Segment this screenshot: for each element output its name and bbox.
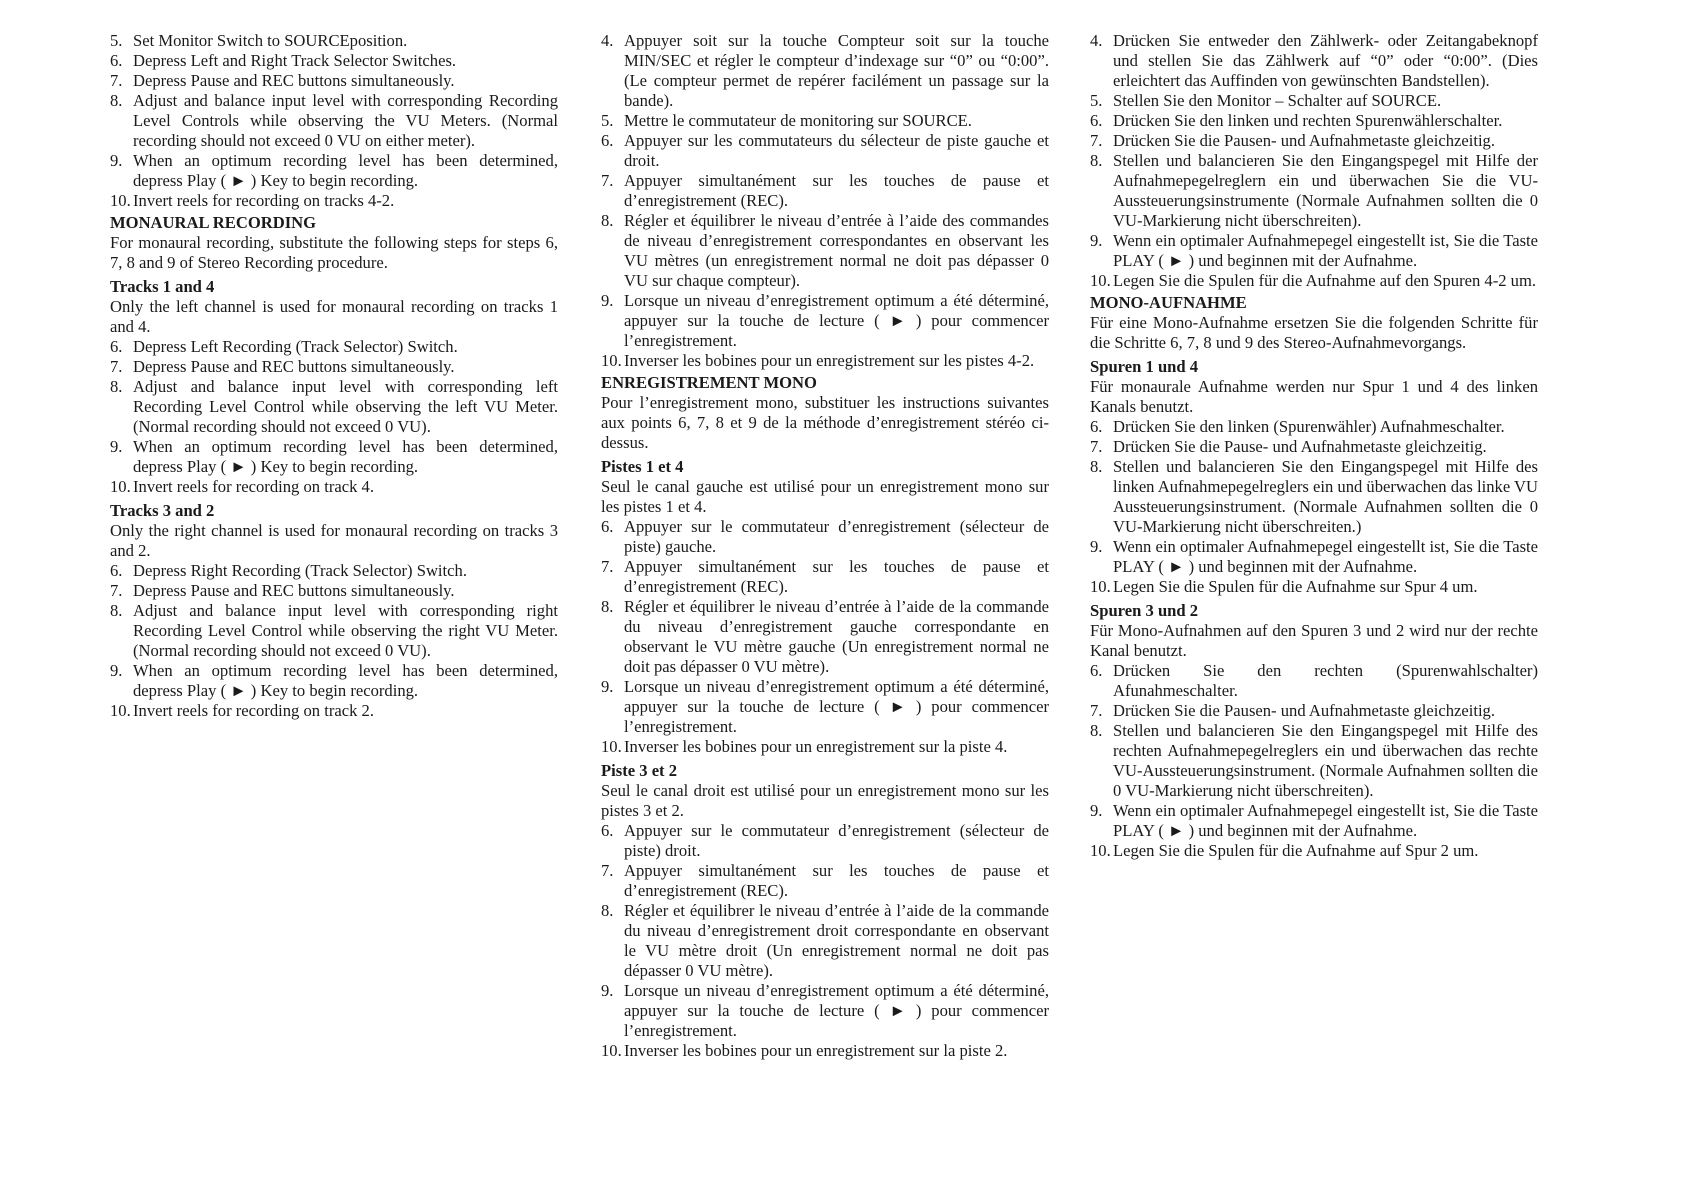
step-text: Depress Left and Right Track Selector Switches.: [133, 51, 457, 70]
step-text: Depress Left Recording (Track Selector) Switch.: [133, 337, 458, 356]
step-number: 6.: [601, 517, 614, 536]
step-number: 9.: [1090, 801, 1103, 820]
step-number: 10.: [1090, 271, 1111, 290]
step-item: [601, 901, 1049, 981]
step-item: [601, 171, 1049, 211]
step-text: Invert reels for recording on track 2.: [133, 701, 374, 720]
step-item: [1090, 111, 1538, 131]
step-number: 6.: [110, 51, 123, 70]
step-number: 10.: [110, 191, 131, 210]
paragraph: Für Mono-Aufnahmen auf den Spuren 3 und 2 wird nur der rechte Kanal benutzt.: [1090, 621, 1538, 660]
step-number: 9.: [110, 661, 123, 680]
step-item: [1090, 91, 1538, 111]
step-number: 7.: [601, 861, 614, 880]
step-text: Legen Sie die Spulen für die Aufnahme auf den Spuren 4-2 um.: [1113, 271, 1537, 290]
step-number: 8.: [1090, 721, 1103, 740]
step-text: Invert reels for recording on tracks 4-2.: [133, 191, 395, 210]
step-number: 10.: [110, 477, 131, 496]
step-number: 8.: [601, 597, 614, 616]
step-text: Depress Pause and REC buttons simultaneously.: [133, 581, 455, 600]
step-number: 7.: [1090, 131, 1103, 150]
step-number: 8.: [110, 91, 123, 110]
step-number: 10.: [601, 351, 622, 370]
step-text: Appuyer soit sur la touche Compteur soit sur la touche MIN/SEC et régler le compteur d’indexage sur “0” ou “0:00”. (Le compteur permet de repérer facilément un passage sur la bande).: [624, 31, 1049, 110]
step-number: 7.: [110, 357, 123, 376]
step-text: Appuyer simultanément sur les touches de pause et d’enregistrement (REC).: [624, 171, 1049, 210]
step-number: 7.: [601, 171, 614, 190]
step-number: 7.: [1090, 701, 1103, 720]
step-item: [601, 677, 1049, 737]
step-number: 10.: [601, 737, 622, 756]
step-item: [110, 377, 558, 437]
subsection-heading: Piste 3 et 2: [601, 761, 678, 780]
english-column: [110, 31, 558, 721]
step-number: 6.: [1090, 111, 1103, 130]
step-text: Depress Pause and REC buttons simultaneously.: [133, 71, 455, 90]
step-number: 9.: [110, 437, 123, 456]
step-text: Drücken Sie die Pausen- und Aufnahmetaste gleichzeitig.: [1113, 131, 1496, 150]
step-item: [110, 581, 558, 601]
paragraph: Pour l’enregistrement mono, substituer les instructions suivantes aux points 6, 7, 8 et 9 de la méthode d’enregistrement stéréo ci-dessus.: [601, 393, 1049, 452]
step-item: [110, 51, 558, 71]
step-number: 8.: [601, 211, 614, 230]
step-item: [601, 597, 1049, 677]
step-item: [1090, 31, 1538, 91]
step-text: Invert reels for recording on track 4.: [133, 477, 374, 496]
step-number: 6.: [1090, 417, 1103, 436]
step-number: 6.: [601, 821, 614, 840]
paragraph: Für eine Mono-Aufnahme ersetzen Sie die folgenden Schritte für die Schritte 6, 7, 8 und 9 des Stereo-Aufnahmevorgangs.: [1090, 313, 1538, 352]
step-item: [110, 357, 558, 377]
step-text: Legen Sie die Spulen für die Aufnahme auf Spur 2 um.: [1113, 841, 1479, 860]
step-item: [1090, 151, 1538, 231]
step-number: 9.: [1090, 231, 1103, 250]
step-text: Wenn ein optimaler Aufnahmepegel eingestellt ist, Sie die Taste PLAY ( ► ) und beginnen mit der Aufnahme.: [1113, 231, 1538, 270]
step-text: Appuyer simultanément sur les touches de pause et d’enregistrement (REC).: [624, 861, 1049, 900]
step-text: Lorsque un niveau d’enregistrement optimum a été déterminé, appuyer sur la touche de lecture ( ► ) pour commencer l’enregistrement.: [624, 291, 1049, 350]
step-item: [1090, 537, 1538, 577]
german-column: [1090, 31, 1538, 861]
step-item: [1090, 417, 1538, 437]
step-item: [601, 737, 1049, 757]
step-text: Depress Right Recording (Track Selector) Switch.: [133, 561, 467, 580]
step-number: 10.: [1090, 577, 1111, 596]
step-item: [110, 561, 558, 581]
step-item: [110, 661, 558, 701]
step-text: Appuyer sur le commutateur d’enregistrement (sélecteur de piste) droit.: [624, 821, 1049, 860]
step-text: Drücken Sie den rechten (Spurenwahlschalter) Afunahmeschalter.: [1113, 661, 1538, 700]
step-item: [601, 131, 1049, 171]
step-item: [601, 821, 1049, 861]
step-item: [1090, 841, 1538, 861]
step-text: Stellen Sie den Monitor – Schalter auf SOURCE.: [1113, 91, 1442, 110]
step-item: [1090, 721, 1538, 801]
step-item: [1090, 661, 1538, 701]
paragraph: Only the left channel is used for monaural recording on tracks 1 and 4.: [110, 297, 558, 336]
step-text: When an optimum recording level has been determined, depress Play ( ► ) Key to begin recording.: [133, 437, 558, 476]
step-text: Drücken Sie den linken (Spurenwähler) Aufnahmeschalter.: [1113, 417, 1505, 436]
step-number: 4.: [601, 31, 614, 50]
step-number: 10.: [601, 1041, 622, 1060]
step-text: Appuyer sur les commutateurs du sélecteur de piste gauche et droit.: [624, 131, 1049, 170]
step-number: 7.: [1090, 437, 1103, 456]
step-item: [110, 701, 558, 721]
step-text: Lorsque un niveau d’enregistrement optimum a été déterminé, appuyer sur la touche de lecture ( ► ) pour commencer l’enregistrement.: [624, 981, 1049, 1040]
step-text: Set Monitor Switch to SOURCEposition.: [133, 31, 408, 50]
subsection-heading: Pistes 1 et 4: [601, 457, 684, 476]
step-item: [601, 351, 1049, 371]
step-number: 9.: [601, 291, 614, 310]
step-text: Adjust and balance input level with corresponding right Recording Level Control while observing the right VU Meter. (Normal recording should not exceed 0 VU).: [133, 601, 558, 660]
step-text: Stellen und balancieren Sie den Eingangspegel mit Hilfe des linken Aufnahmepegelreglers ein und überwachen das linke VU Aussteuerungsinstrument. (Normale Aufnahmen sollten die 0 VU-Markierung nicht überschreiten.): [1113, 457, 1539, 536]
step-item: [601, 517, 1049, 557]
step-item: [1090, 457, 1538, 537]
paragraph: Seul le canal droit est utilisé pour un enregistrement mono sur les pistes 3 et 2.: [601, 781, 1049, 820]
step-number: 8.: [1090, 457, 1103, 476]
step-item: [601, 981, 1049, 1041]
step-item: [1090, 437, 1538, 457]
step-text: Wenn ein optimaler Aufnahmepegel eingestellt ist, Sie die Taste PLAY ( ► ) und beginnen mit der Aufnahme.: [1113, 537, 1538, 576]
step-number: 4.: [1090, 31, 1103, 50]
step-number: 6.: [110, 337, 123, 356]
step-number: 6.: [601, 131, 614, 150]
step-item: [1090, 271, 1538, 291]
step-text: Régler et équilibrer le niveau d’entrée à l’aide de la commande du niveau d’enregistrement droit correspondante en observant le VU mètre droit (Un enregistrement normal ne doit pas dépasser 0 VU mètre).: [624, 901, 1049, 980]
step-number: 9.: [1090, 537, 1103, 556]
step-text: Adjust and balance input level with corresponding Recording Level Controls while observing the VU Meters. (Normal recording should not exceed 0 VU on either meter).: [133, 91, 558, 150]
step-text: Depress Pause and REC buttons simultaneously.: [133, 357, 455, 376]
step-item: [1090, 231, 1538, 271]
step-item: [110, 477, 558, 497]
step-number: 8.: [601, 901, 614, 920]
step-item: [110, 601, 558, 661]
subsection-heading: Spuren 3 und 2: [1090, 601, 1199, 620]
step-text: When an optimum recording level has been determined, depress Play ( ► ) Key to begin recording.: [133, 151, 558, 190]
step-number: 7.: [110, 71, 123, 90]
step-number: 9.: [110, 151, 123, 170]
step-text: Stellen und balancieren Sie den Eingangspegel mit Hilfe der Aufnahmepegelreglern ein und überwachen Sie die VU-Aussteuerungsinstrumente (Normale Aufnahmen sollten die 0 VU-Markierung nicht überschreiten).: [1113, 151, 1538, 230]
subsection-heading: Tracks 3 and 2: [110, 501, 215, 520]
step-text: Régler et équilibrer le niveau d’entrée à l’aide de la commande du niveau d’enregistrement gauche correspondante en observant le VU mètre gauche (Un enregistrement normal ne doit pas dépasser 0 VU mètre).: [624, 597, 1049, 676]
step-item: [110, 337, 558, 357]
step-item: [110, 71, 558, 91]
step-number: 10.: [110, 701, 131, 720]
step-number: 8.: [110, 601, 123, 620]
step-number: 8.: [110, 377, 123, 396]
step-number: 9.: [601, 677, 614, 696]
step-item: [110, 437, 558, 477]
step-number: 6.: [110, 561, 123, 580]
paragraph: Only the right channel is used for monaural recording on tracks 3 and 2.: [110, 521, 558, 560]
step-text: Appuyer simultanément sur les touches de pause et d’enregistrement (REC).: [624, 557, 1049, 596]
paragraph: For monaural recording, substitute the following steps for steps 6, 7, 8 and 9 of Stereo Recording procedure.: [110, 233, 558, 272]
step-text: Inverser les bobines pour un enregistrement sur les pistes 4-2.: [624, 351, 1035, 370]
step-item: [601, 557, 1049, 597]
step-item: [601, 861, 1049, 901]
section-heading: MONAURAL RECORDING: [110, 213, 317, 232]
step-text: Mettre le commutateur de monitoring sur SOURCE.: [624, 111, 972, 130]
step-item: [1090, 577, 1538, 597]
step-number: 5.: [1090, 91, 1103, 110]
step-text: Lorsque un niveau d’enregistrement optimum a été déterminé, appuyer sur la touche de lecture ( ► ) pour commencer l’enregistrement.: [624, 677, 1049, 736]
step-text: When an optimum recording level has been determined, depress Play ( ► ) Key to begin recording.: [133, 661, 558, 700]
step-item: [1090, 701, 1538, 721]
subsection-heading: Spuren 1 und 4: [1090, 357, 1199, 376]
step-text: Drücken Sie den linken und rechten Spurenwählerschalter.: [1113, 111, 1503, 130]
step-number: 5.: [110, 31, 123, 50]
step-item: [110, 31, 558, 51]
section-heading: MONO-AUFNAHME: [1090, 293, 1247, 312]
step-number: 7.: [601, 557, 614, 576]
step-item: [110, 91, 558, 151]
step-item: [601, 1041, 1049, 1061]
step-text: Adjust and balance input level with corresponding left Recording Level Control while observing the left VU Meter. (Normal recording should not exceed 0 VU).: [133, 377, 558, 436]
step-number: 10.: [1090, 841, 1111, 860]
step-text: Wenn ein optimaler Aufnahmepegel eingestellt ist, Sie die Taste PLAY ( ► ) und beginnen mit der Aufnahme.: [1113, 801, 1538, 840]
step-text: Régler et équilibrer le niveau d’entrée à l’aide des commandes de niveau d’enregistrement correspondantes en observant les VU mètres (un enregistrement normal ne doit pas dépasser 0 VU sur chaque compteur).: [624, 211, 1049, 290]
step-text: Drücken Sie die Pausen- und Aufnahmetaste gleichzeitig.: [1113, 701, 1496, 720]
french-column: [601, 31, 1049, 1061]
step-text: Stellen und balancieren Sie den Eingangspegel mit Hilfe des rechten Aufnahmepegelreglers ein und überwachen das rechte VU-Aussteuerungsinstrument. (Normale Aufnahmen sollten die 0 VU-Markierung nicht überschreiten).: [1113, 721, 1538, 800]
step-number: 9.: [601, 981, 614, 1000]
step-item: [110, 151, 558, 191]
step-number: 5.: [601, 111, 614, 130]
step-item: [601, 211, 1049, 291]
step-text: Inverser les bobines pour un enregistrement sur la piste 4.: [624, 737, 1008, 756]
subsection-heading: Tracks 1 and 4: [110, 277, 215, 296]
step-item: [1090, 131, 1538, 151]
step-text: Legen Sie die Spulen für die Aufnahme sur Spur 4 um.: [1113, 577, 1478, 596]
step-text: Inverser les bobines pour un enregistrement sur la piste 2.: [624, 1041, 1008, 1060]
step-number: 8.: [1090, 151, 1103, 170]
step-number: 7.: [110, 581, 123, 600]
step-item: [601, 111, 1049, 131]
paragraph: Seul le canal gauche est utilisé pour un enregistrement mono sur les pistes 1 et 4.: [601, 477, 1049, 516]
step-text: Appuyer sur le commutateur d’enregistrement (sélecteur de piste) gauche.: [624, 517, 1049, 556]
step-text: Drücken Sie die Pause- und Aufnahmetaste gleichzeitig.: [1113, 437, 1487, 456]
paragraph: Für monaurale Aufnahme werden nur Spur 1 und 4 des linken Kanals benutzt.: [1090, 377, 1538, 416]
step-text: Drücken Sie entweder den Zählwerk- oder Zeitangabeknopf und stellen Sie das Zählwerk auf “0” oder “0:00”. (Dies erleichtert das Auffinden von gewünschten Bandstellen).: [1113, 31, 1538, 90]
step-item: [601, 31, 1049, 111]
step-item: [110, 191, 558, 211]
step-number: 6.: [1090, 661, 1103, 680]
section-heading: ENREGISTREMENT MONO: [601, 373, 817, 392]
step-item: [601, 291, 1049, 351]
step-item: [1090, 801, 1538, 841]
